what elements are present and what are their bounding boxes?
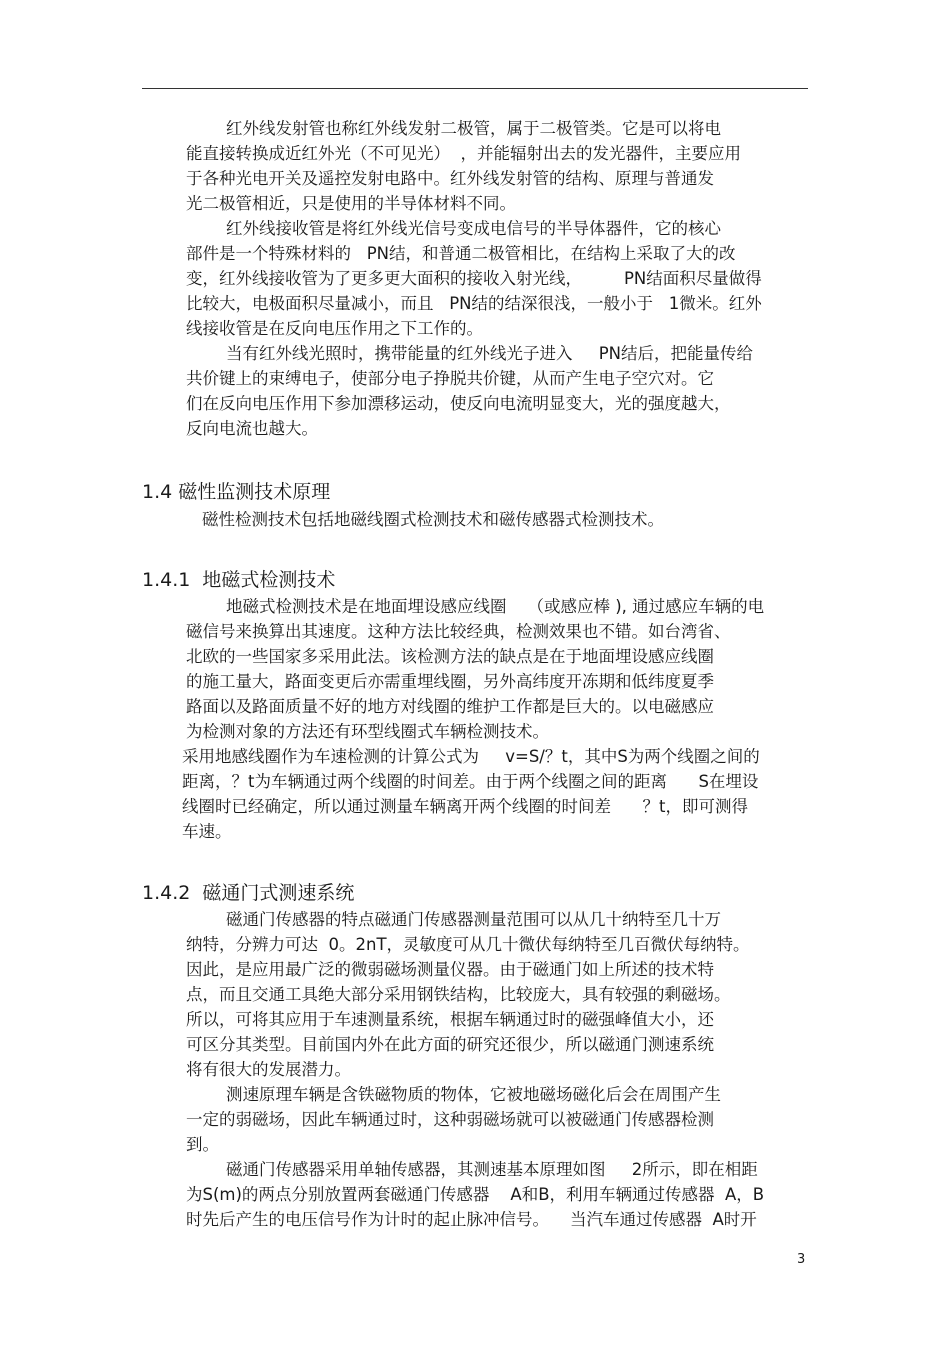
text-line: 变，红外线接收管为了更多更大面积的接收入射光线， PN结面积尽量做得 xyxy=(186,269,762,288)
header-rule xyxy=(142,88,808,89)
section-heading: 1.4 磁性监测技术原理 xyxy=(142,481,331,503)
text-line: 磁信号来换算出其速度。这种方法比较经典，检测效果也不错。如台湾省、 xyxy=(186,622,731,641)
text-line: 将有很大的发展潜力。 xyxy=(186,1060,351,1079)
text-line: 车速。 xyxy=(182,822,232,841)
text-line: 测速原理车辆是含铁磁物质的物体，它被地磁场磁化后会在周围产生 xyxy=(226,1085,721,1104)
text-line: 路面以及路面质量不好的地方对线圈的维护工作都是巨大的。以电磁感应 xyxy=(186,697,714,716)
text-line: 地磁式检测技术是在地面埋设感应线圈 （或感应棒 ), 通过感应车辆的电 xyxy=(226,597,765,616)
text-line: 反向电流也越大。 xyxy=(186,419,318,438)
text-line: 可区分其类型。目前国内外在此方面的研究还很少，所以磁通门测速系统 xyxy=(186,1035,714,1054)
text-line: 采用地感线圈作为车速检测的计算公式为 v=S/？t，其中S为两个线圈之间的 xyxy=(182,747,760,766)
text-line: 能直接转换成近红外光（不可见光） ，并能辐射出去的发光器件，主要应用 xyxy=(186,144,741,163)
text-line: 距离，？t为车辆通过两个线圈的时间差。由于两个线圈之间的距离 S在埋设 xyxy=(182,772,759,791)
text-line: 红外线接收管是将红外线光信号变成电信号的半导体器件，它的核心 xyxy=(226,219,721,238)
text-line: 纳特，分辨力可达 0。2nT，灵敏度可从几十微伏每纳特至几百微伏每纳特。 xyxy=(186,935,750,954)
text-line: 线圈时已经确定，所以通过测量车辆离开两个线圈的时间差 ？t，即可测得 xyxy=(182,797,748,816)
text-line: 因此，是应用最广泛的微弱磁场测量仪器。由于磁通门如上所述的技术特 xyxy=(186,960,714,979)
text-line: 线接收管是在反向电压作用之下工作的。 xyxy=(186,319,483,338)
text-line: 磁通门传感器采用单轴传感器，其测速基本原理如图 2所示，即在相距 xyxy=(226,1160,758,1179)
text-line: 到。 xyxy=(186,1135,219,1154)
text-line: 光二极管相近，只是使用的半导体材料不同。 xyxy=(186,194,516,213)
text-line: 比较大，电极面积尽量减小，而且 PN结的结深很浅，一般小于 1微米。红外 xyxy=(186,294,762,313)
text-line: 为检测对象的方法还有环型线圈式车辆检测技术。 xyxy=(186,722,549,741)
text-line: 时先后产生的电压信号作为计时的起止脉冲信号。 当汽车通过传感器 A时开 xyxy=(186,1210,757,1229)
page-number: 3 xyxy=(797,1252,806,1267)
text-line: 部件是一个特殊材料的 PN结，和普通二极管相比，在结构上采取了大的改 xyxy=(186,244,736,263)
text-line: 共价键上的束缚电子，使部分电子挣脱共价键，从而产生电子空穴对。它 xyxy=(186,369,714,388)
text-line: 所以，可将其应用于车速测量系统，根据车辆通过时的磁强峰值大小，还 xyxy=(186,1010,714,1029)
text-line: 们在反向电压作用下参加漂移运动，使反向电流明显变大，光的强度越大， xyxy=(186,394,731,413)
text-line: 北欧的一些国家多采用此法。该检测方法的缺点是在于地面埋设感应线圈 xyxy=(186,647,714,666)
text-line: 为S(m)的两点分别放置两套磁通门传感器 A和B，利用车辆通过传感器 A，B xyxy=(186,1185,765,1204)
section-heading: 1.4.1 地磁式检测技术 xyxy=(142,569,336,591)
text-line: 磁通门传感器的特点磁通门传感器测量范围可以从几十纳特至几十万 xyxy=(226,910,721,929)
text-line: 磁性检测技术包括地磁线圈式检测技术和磁传感器式检测技术。 xyxy=(202,510,664,529)
text-line: 一定的弱磁场，因此车辆通过时，这种弱磁场就可以被磁通门传感器检测 xyxy=(186,1110,714,1129)
text-line: 红外线发射管也称红外线发射二极管，属于二极管类。它是可以将电 xyxy=(226,119,721,138)
text-line: 于各种光电开关及遥控发射电路中。红外线发射管的结构、原理与普通发 xyxy=(186,169,714,188)
text-line: 点，而且交通工具绝大部分采用钢铁结构，比较庞大，具有较强的剩磁场。 xyxy=(186,985,731,1004)
text-line: 当有红外线光照时，携带能量的红外线光子进入 PN结后，把能量传给 xyxy=(226,344,754,363)
text-line: 的施工量大，路面变更后亦需重埋线圈，另外高纬度开冻期和低纬度夏季 xyxy=(186,672,714,691)
section-heading: 1.4.2 磁通门式测速系统 xyxy=(142,882,355,904)
